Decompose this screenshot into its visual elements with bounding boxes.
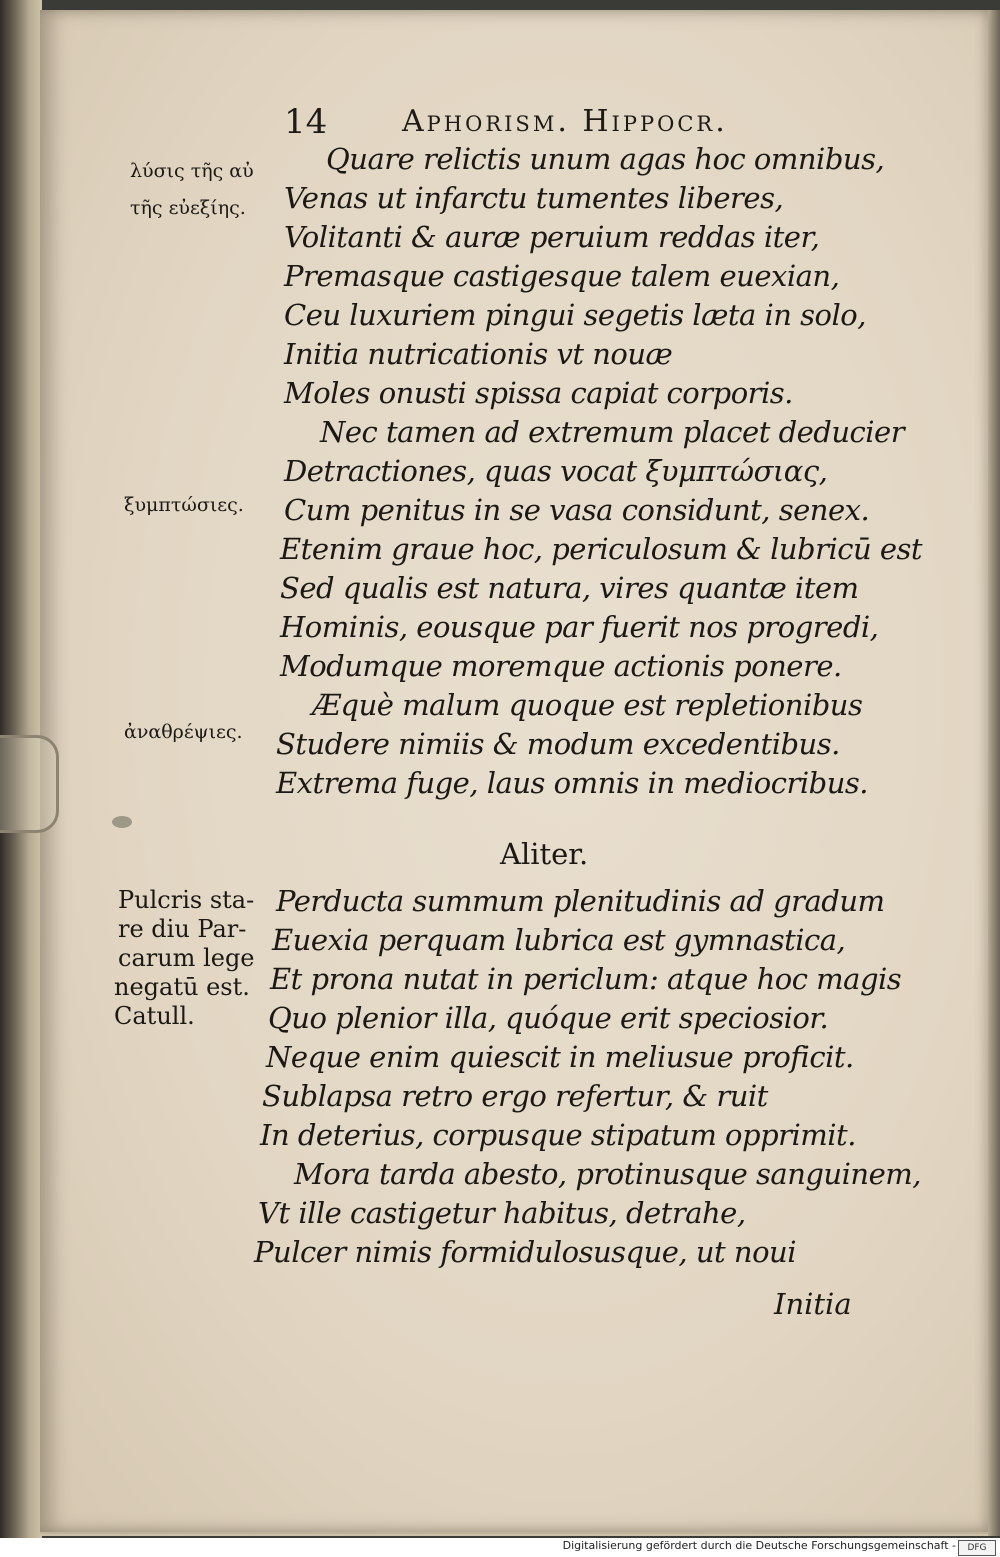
verse-line: Et prona nutat in periclum: atque hoc magis	[270, 962, 902, 996]
margin-note-greek: τῆς εὐεξίης.	[130, 197, 246, 219]
footer-credit: Digitalisierung gefördert durch die Deutsche Forschungsgemeinschaft -	[562, 1539, 956, 1552]
verse-line: Premasque castigesque talem euexian,	[284, 259, 840, 293]
verse-line: Pulcer nimis formidulosusque, ut noui	[254, 1235, 797, 1269]
verse-line: Initia nutricationis vt nouæ	[284, 337, 673, 371]
verse-line: Perducta summum plenitudinis ad gradum	[276, 884, 885, 918]
verse-line: Cum penitus in se vasa considunt, senex.	[284, 493, 870, 527]
margin-note-latin: Catull.	[114, 1002, 195, 1030]
margin-note-latin: re diu Par-	[118, 915, 247, 943]
section-title: Aliter.	[500, 837, 589, 871]
verse-line: Modumque moremque actionis ponere.	[280, 649, 842, 683]
running-title: Aphorism. Hippocr.	[402, 104, 728, 139]
verse-line: Nec tamen ad extremum placet deducier	[320, 415, 905, 449]
verse-line: Sed qualis est natura, vires quantæ item	[280, 571, 859, 605]
verse-line: Volitanti & auræ peruium reddas iter,	[284, 220, 820, 254]
verse-line: Extrema fuge, laus omnis in mediocribus.	[276, 766, 868, 800]
verse-line: Sublapsa retro ergo refertur, & ruit	[262, 1079, 768, 1113]
margin-note-latin: carum lege	[118, 944, 255, 972]
catchword: Initia	[774, 1287, 852, 1321]
verse-line: Vt ille castigetur habitus, detrahe,	[258, 1196, 746, 1230]
dfg-logo: DFG	[958, 1540, 996, 1556]
verse-line: Moles onusti spissa capiat corporis.	[284, 376, 793, 410]
verse-line: Detractiones, quas vocat ξυμπτώσιας,	[284, 454, 828, 488]
page-number: 14	[284, 102, 328, 142]
verse-line: Euexia perquam lubrica est gymnastica,	[272, 923, 846, 957]
verse-line: Neque enim quiescit in meliusue proficit.	[266, 1040, 854, 1074]
book-page	[40, 10, 988, 1532]
verse-line: Quare relictis unum agas hoc omnibus,	[326, 142, 885, 176]
footer-bar	[0, 1538, 1000, 1557]
margin-note-greek: λύσις τῆς αὐ	[130, 160, 254, 182]
verse-line: In deterius, corpusque stipatum opprimit.	[260, 1118, 856, 1152]
margin-note-greek: ἀναθρέψιες.	[124, 721, 243, 743]
verse-line: Hominis, eousque par fuerit nos progredi,	[280, 610, 879, 644]
margin-note-latin: negatū est.	[114, 973, 250, 1001]
margin-note-greek: ξυμπτώσιες.	[124, 494, 244, 516]
ink-smudge	[112, 816, 132, 828]
verse-line: Etenim graue hoc, periculosum & lubricū est	[280, 532, 923, 566]
margin-note-latin: Pulcris sta-	[118, 886, 255, 914]
verse-line: Quo plenior illa, quóque erit speciosior.	[268, 1001, 829, 1035]
verse-line: Studere nimiis & modum excedentibus.	[276, 727, 840, 761]
verse-line: Æquè malum quoque est repletionibus	[312, 688, 863, 722]
verse-line: Venas ut infarctu tumentes liberes,	[284, 181, 784, 215]
page-clasp	[0, 735, 59, 833]
verse-line: Mora tarda abesto, protinusque sanguinem,	[294, 1157, 921, 1191]
verse-line: Ceu luxuriem pingui segetis læta in solo,	[284, 298, 866, 332]
